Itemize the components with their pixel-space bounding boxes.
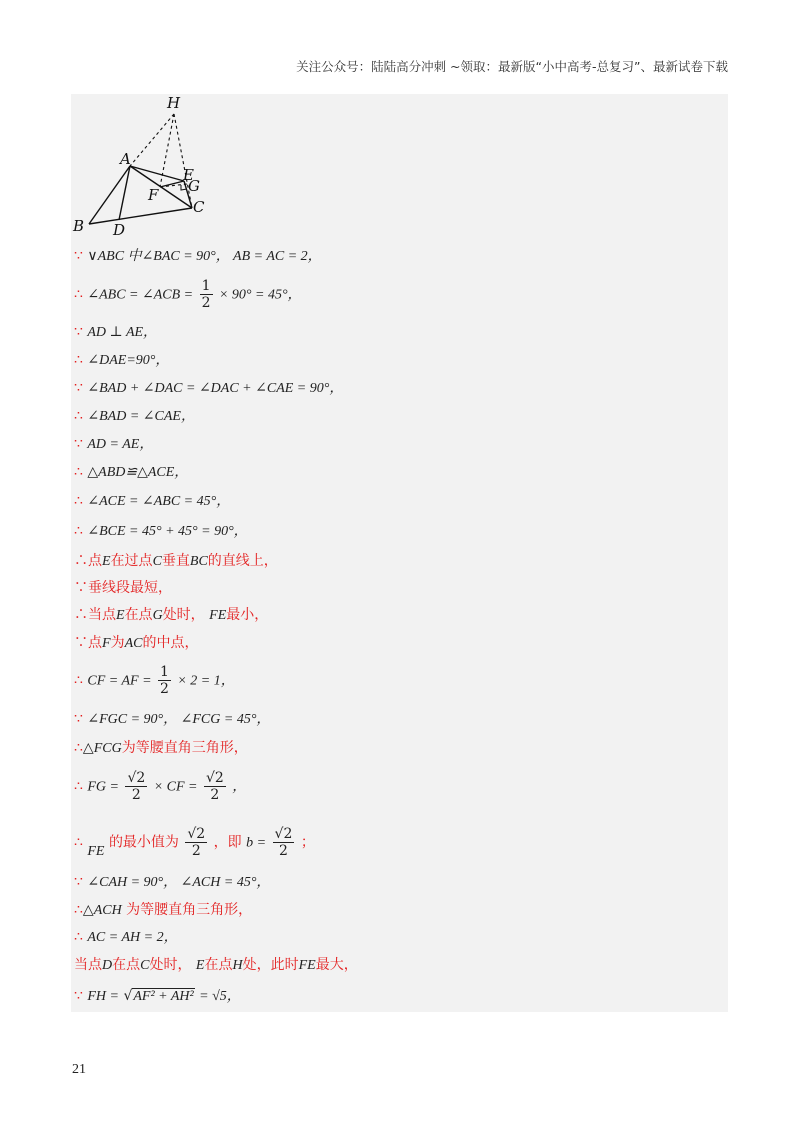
fraction: $\frac{√2}{2}$: [127, 770, 146, 803]
solution-line: ∵ ∨ABC 中∠BAC = 90°， AB = AC = 2，: [74, 248, 322, 264]
solution-line: ∵ AD ⊥ AE，: [74, 324, 158, 340]
segment-HA: [130, 114, 174, 166]
solution-line: ∴ ∠BCE = 45° + 45° = 90°，: [74, 523, 248, 539]
page-header: 关注公众号：陆陆高分冲刺 ~领取：最新版“小中高考-总复习”、最新试卷下载: [296, 59, 728, 74]
solution-line: ∵ FH = √AF² + AH² = √5，: [74, 988, 241, 1004]
solution-line: ∴ ∠ABC = ∠ACB = $\frac{1}{2}$ × 90° = 45°，: [74, 278, 302, 311]
fraction: $\frac{1}{2}$: [201, 278, 211, 311]
solution-line: ∴ ∠BAD = ∠CAE，: [74, 408, 195, 424]
label-F: F: [148, 186, 159, 204]
fraction: $\frac{√2}{2}$: [187, 826, 206, 859]
solution-line: ∵ ∠BAD + ∠DAC = ∠DAC + ∠CAE = 90°，: [74, 380, 344, 396]
solution-line: ∵垂线段最短，: [74, 580, 172, 596]
solution-line: ∵ AD = AE，: [74, 436, 154, 452]
solution-line: ∴ ∠ACE = ∠ABC = 45°，: [74, 493, 231, 509]
solution-line: ∴ FG = $\frac{√2}{2}$ × CF = $\frac{√2}{2}$ ，: [74, 770, 247, 803]
label-E: E: [183, 166, 194, 184]
geometry-figure: [71, 94, 231, 239]
label-H: H: [167, 94, 181, 112]
fraction: $\frac{√2}{2}$: [205, 770, 224, 803]
solution-line: ∴ AC = AH = 2，: [74, 929, 178, 945]
solution-line: ∵ ∠FGC = 90°， ∠FCG = 45°，: [74, 711, 271, 727]
segment-BC: [89, 208, 192, 224]
fraction: $\frac{√2}{2}$: [274, 826, 293, 859]
solution-line: ∴△ACH 为等腰直角三角形，: [74, 902, 253, 918]
label-B: B: [73, 217, 85, 235]
solution-line: ∴ FE 的最小值为 $\frac{√2}{2}$ ，即 b = $\frac{√2}{2}$ ；: [74, 826, 315, 859]
solution-line: 当点D在点C处时， E在点H处，此时FE最大，: [74, 957, 358, 973]
solution-line: ∴当点E在点G处时， FE最小，: [74, 607, 269, 623]
solution-line: ∴ CF = AF = $\frac{1}{2}$ × 2 = 1，: [74, 664, 235, 697]
solution-line: ∴ ∠DAE=90°，: [74, 352, 170, 368]
square-root: √AF² + AH²: [123, 988, 194, 1004]
label-C: C: [193, 198, 205, 216]
solution-block: [71, 94, 728, 1012]
label-D: D: [113, 221, 126, 239]
label-A: A: [120, 150, 131, 168]
solution-line: ∵ ∠CAH = 90°， ∠ACH = 45°，: [74, 874, 271, 890]
solution-line: ∴△FCG为等腰直角三角形，: [74, 740, 248, 756]
label-G: G: [188, 177, 200, 195]
fraction: $\frac{1}{2}$: [159, 664, 169, 697]
segment-AE: [130, 166, 184, 181]
solution-line: ∴点E在过点C垂直BC的直线上，: [74, 553, 278, 569]
solution-line: ∴ △ABD≌△ACE，: [74, 464, 189, 480]
solution-line: ∵点F为AC的中点，: [74, 635, 199, 651]
page-number: 21: [72, 1062, 86, 1077]
